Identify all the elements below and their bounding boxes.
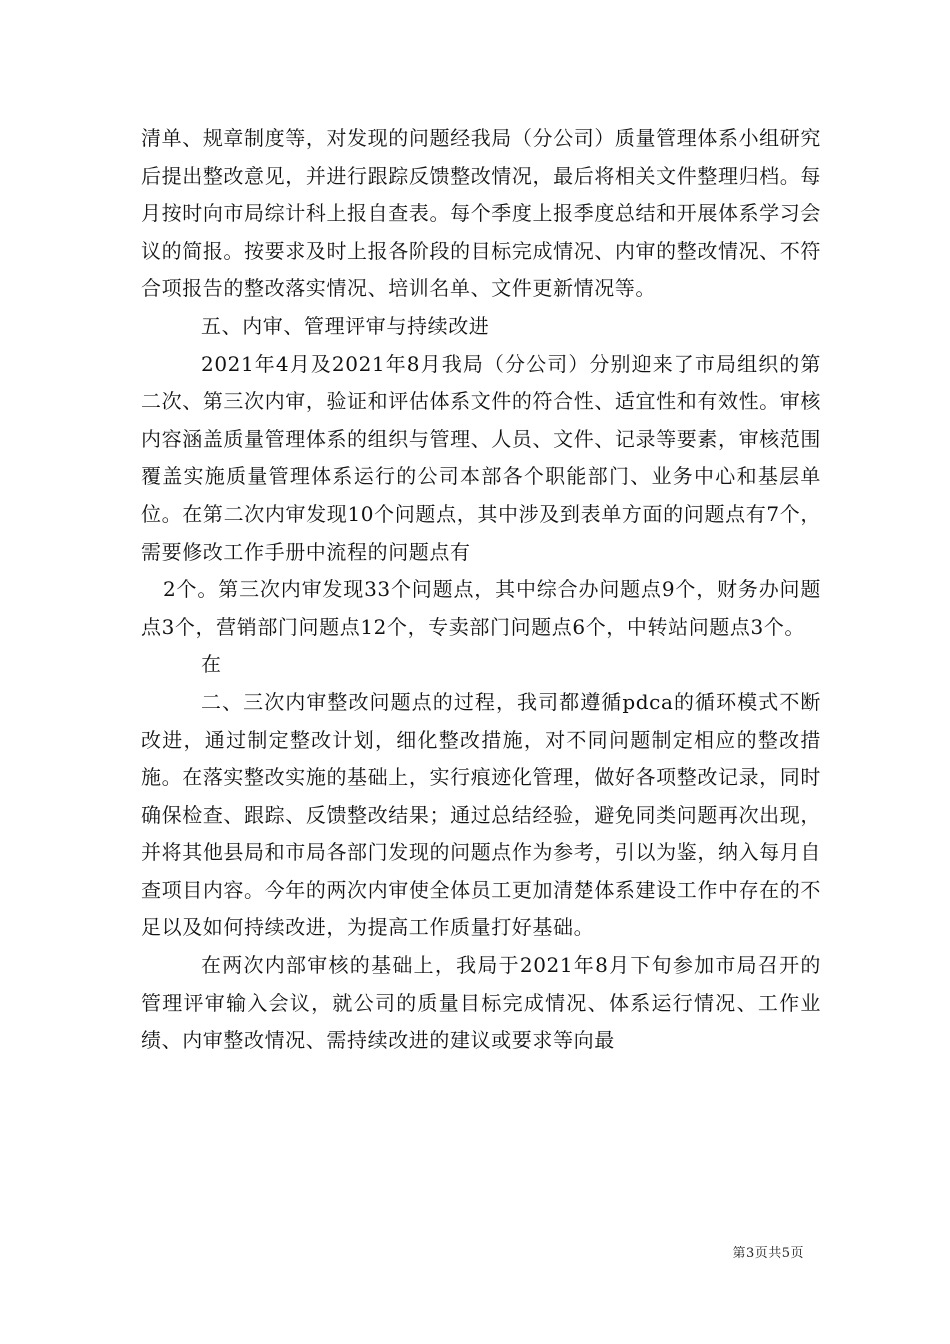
paragraph-fragment: 在 — [201, 652, 222, 677]
document-body — [141, 120, 821, 1060]
paragraph-continuation: 清单、规章制度等，对发现的问题经我局（分公司）质量管理体系小组研究后提出整改意见，并进行跟踪反馈整改情况，最后将相关文件整理归档。每月按时向市局综计科上报自查表。每个季度上报季度总结和开展体系学习会议的简报。按要求及时上报各阶段的目标完成情况、内审的整改情况、不符合项报告的整改落实情况、培训名单、文件更新情况等。 — [141, 126, 821, 301]
paragraph-audit-summary: 2021年4月及2021年8月我局（分公司）分别迎来了市局组织的第二次、第三次内审，验证和评估体系文件的符合性、适宜性和有效性。审核内容涵盖质量管理体系的组织与管理、人员、文件、记录等要素，审核范围覆盖实施质量管理体系运行的公司本部各个职能部门、业务中心和基层单位。在第二次内审发现10个问题点，其中涉及到表单方面的问题点有7个，需要修改工作手册中流程的问题点有 — [141, 351, 821, 564]
section-heading: 五、内审、管理评审与持续改进 — [201, 313, 490, 338]
paragraph-rectification: 二、三次内审整改问题点的过程，我司都遵循pdca的循环模式不断改进，通过制定整改计划，细化整改措施，对不同问题制定相应的整改措施。在落实整改实施的基础上，实行痕迹化管理，做好各项整改记录，同时确保检查、跟踪、反馈整改结果；通过总结经验，避免同类问题再次出现，并将其他县局和市局各部门发现的问题点作为参考，引以为鉴，纳入每月自查项目内容。今年的两次内审使全体员工更加清楚体系建设工作中存在的不足以及如何持续改进，为提高工作质量打好基础。 — [141, 689, 821, 940]
paragraph-management-review: 在两次内部审核的基础上，我局于2021年8月下旬参加市局召开的管理评审输入会议，就公司的质量目标完成情况、体系运行情况、工作业绩、内审整改情况、需持续改进的建议或要求等向最 — [141, 953, 821, 1053]
paragraph-third-audit: 2个。第三次内审发现33个问题点，其中综合办问题点9个，财务办问题点3个，营销部门问题点12个，专卖部门问题点6个，中转站问题点3个。 — [141, 577, 821, 639]
page-number: 第3页共5页 — [732, 1246, 804, 1261]
